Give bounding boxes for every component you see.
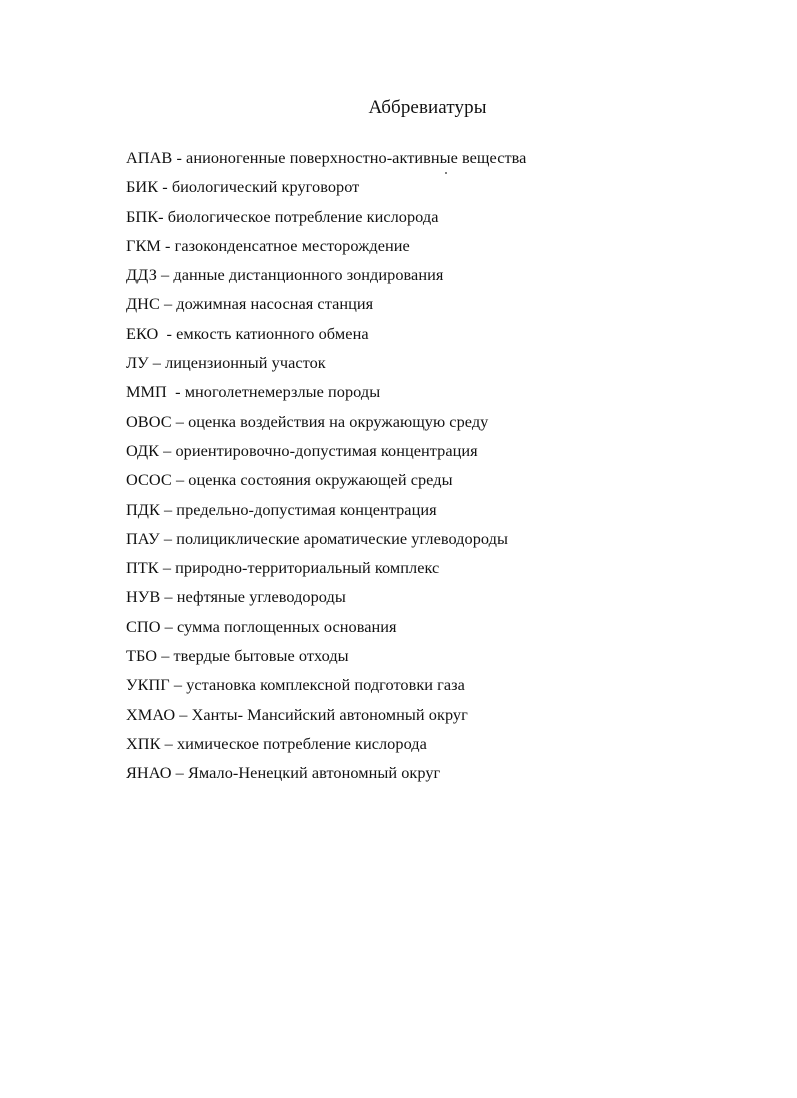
abbreviation-entry: НУВ – нефтяные углеводороды	[126, 587, 346, 607]
abbreviation-entry: БИК - биологический круговорот	[126, 177, 360, 197]
abbreviation-entry: УКПГ – установка комплексной подготовки газа	[126, 675, 465, 695]
abbreviation-entry: ПТК – природно-территориальный комплекс	[126, 558, 440, 578]
abbreviation-entry: ДНС – дожимная насосная станция	[126, 294, 374, 314]
abbreviation-entry: ЛУ – лицензионный участок	[126, 353, 326, 373]
abbreviation-entry: ХПК – химическое потребление кислорода	[126, 733, 427, 753]
abbreviation-entry: ДДЗ – данные дистанционного зондирования	[126, 265, 444, 285]
abbreviation-entry: ОДК – ориентировочно-допустимая концентрация	[126, 440, 478, 460]
abbreviation-entry: ГКМ - газоконденсатное месторождение	[126, 235, 410, 255]
page-title: Аббревиатуры	[368, 97, 487, 118]
abbreviation-entry: БПК- биологическое потребление кислорода	[126, 206, 439, 226]
abbreviation-entry: ЕКО - емкость катионного обмена	[126, 323, 369, 343]
abbreviation-entry: ЯНАО – Ямало-Ненецкий автономный округ	[126, 763, 441, 783]
abbreviation-entry: ОСОС – оценка состояния окружающей среды	[126, 470, 453, 490]
abbreviation-entry: ХМАО – Ханты- Мансийский автономный округ	[126, 704, 468, 724]
abbreviation-entry: АПАВ - анионогенные поверхностно-активные вещества	[126, 148, 527, 167]
abbreviation-entry: ПДК – предельно-допустимая концентрация	[126, 499, 437, 519]
abbreviation-entry: ПАУ – полициклические ароматические углеводороды	[126, 528, 508, 548]
abbreviation-entry: ОВОС – оценка воздействия на окружающую среду	[126, 411, 489, 431]
abbreviation-list	[126, 146, 746, 791]
abbreviation-entry: ТБО – твердые бытовые отходы	[126, 646, 349, 666]
abbreviation-entry: ММП - многолетнемерзлые породы	[126, 382, 381, 402]
abbreviation-entry: СПО – сумма поглощенных основания	[126, 616, 397, 636]
